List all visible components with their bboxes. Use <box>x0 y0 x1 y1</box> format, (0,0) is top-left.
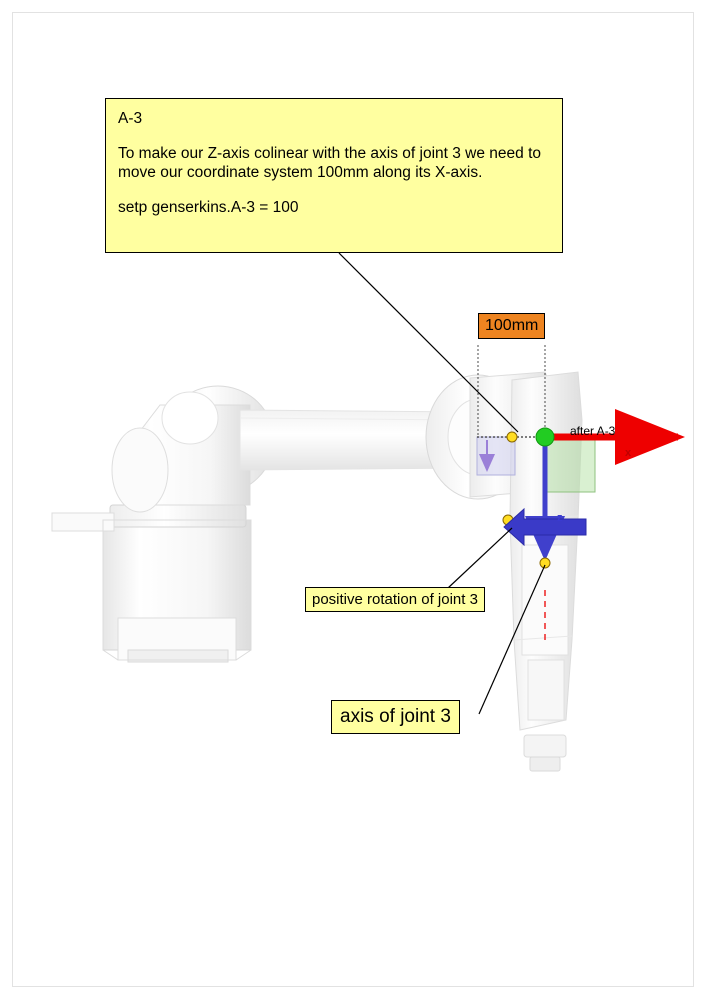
callout-positive-rotation: positive rotation of joint 3 <box>305 587 485 612</box>
callout-axis-of-joint3: axis of joint 3 <box>331 700 460 734</box>
callout-a3-body: To make our Z-axis colinear with the axis of joint 3 we need to move our coordinate system 100mm along its X-axis. <box>118 145 542 181</box>
callout-a3 <box>105 98 563 253</box>
leader-main-callout <box>339 253 518 432</box>
x-axis-label: x <box>625 447 632 459</box>
robot-base <box>52 505 251 662</box>
leader-rotation-callout <box>448 528 512 588</box>
callout-dimension: 100mm <box>478 313 545 339</box>
previous-frame-plane <box>477 437 515 475</box>
joint3-origin-marker <box>536 428 554 446</box>
after-a3-label: after A-3 <box>570 424 616 438</box>
callout-a3-title: A-3 <box>118 110 143 127</box>
callout-a3-command: setp genserkins.A-3 = 100 <box>118 199 299 216</box>
z-axis-label: z <box>557 512 563 524</box>
new-frame-plane <box>545 437 595 492</box>
